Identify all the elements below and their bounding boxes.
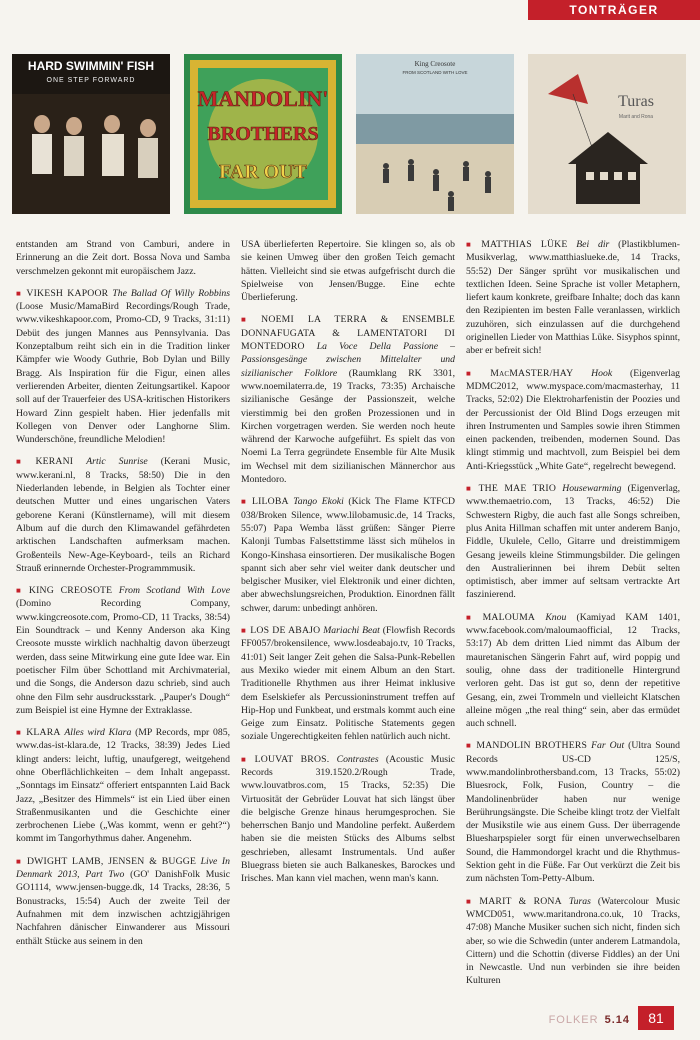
cover-title: Turas [618,93,654,110]
cover-subtitle: FROM SCOTLAND WITH LOVE [402,70,468,75]
review-artist: THE MAE TRIO [478,483,557,495]
review-artist: KLARA [26,727,61,739]
magazine-name: FOLKER [548,1014,599,1026]
bullet-marker-icon: ■ [466,741,473,751]
review-text: (Eigenverlag, www.themaetrio.com, 13 Tracks, 46:52) Die Schwestern Rigby, die auch fast alle Songs schreiben, plus Anita Hillman schaffen mit unter anderem Banjo, Fiddle, Ukulele, Cello, Gitarre und dreistimmigem Gesang jeweils kleine Stimmungsbilder. Die gelingen den Australierinnen bei ihrem Debüt selten optimistisch, aber immer auf seltsam vertrackte Art faszinierend. [466,483,681,601]
review-entry [466,739,680,885]
review-continuation [241,238,455,304]
review-title: Knou [545,611,567,623]
review-text: entstanden am Strand von Camburi, andere in Erinnerung an die Zeit dort. Bossa Nova und Samba verschmelzen gekonnt mit europäischem Jazz. [16,239,230,277]
review-title: From Scotland With Love [118,585,230,597]
cover-subtitle: ONE STEP FORWARD [46,77,136,84]
review-title: Contrastes [336,753,379,765]
review-column-3 [466,238,680,997]
bullet-marker-icon: ■ [241,315,258,325]
review-entry [466,238,680,358]
review-entry [16,726,230,846]
review-text: (Raumklang RK 3301, www.noemilaterra.de, 19 Tracks, 73:35) Archaische sizilianische Gesänge der Passionszeit, welche vierstimmig bei den großen Prozessionen und in Kirchen vorgetragen werden. Sie werden noch heute während der Karwoche aufgeführt. Es spielt das von Noemi La Terra gegründete Ensemble für Alte Musik im Wechsel mit dem sizilianischen Männerchor aus Montedoro. [241,367,455,486]
cover-title-2: BROTHERS [207,123,319,145]
cover-title: HARD SWIMMIN' FISH [27,59,155,73]
review-artist: MacMASTER/HAY [490,367,574,379]
album-cover-king-creosote [356,54,514,214]
page-number: 81 [638,1006,674,1030]
review-title: Mariachi Beat [323,625,380,637]
review-artist: LOUVAT BROS. [254,753,330,765]
bullet-marker-icon: ■ [16,457,32,467]
review-text: (Ultra Sound Records US-CD 125/S, www.mandolinbrothersband.com, 13 Tracks, 55:02) Bluesrock, Folk, Fusion, Country – die Mandolinenbrüder haben nur wenige Berührungsängste. Die Scheibe klingt trotz der Vielfalt der Musikstile wie aus einem Guss. Der überragende Bluesharpspieler sorgt für einen unverwechselbaren Sound, die Hammondorgel kracht und die Rhythmus-Sektion geht in die Füße. Far Out verkürzt die Zeit bis zum nächsten Tom-Petty-Album. [466,740,680,885]
review-title: Bei dir [576,239,610,250]
review-entry [466,482,680,602]
review-artist: MATTHIAS LÜKE [481,239,568,250]
review-text: (Loose Music/MamaBird Recordings/Rough Trade, www.vikeshkapoor.com, Promo-CD, 9 Tracks, 31:11) Debüt des jungen Mannes aus Pennsylvania. Das Konzeptalbum reiht sich ein in die Tradition linker Kämpfer wie Woody Guthrie, Bob Dylan und Billy Bragg. Als Inspiration für die Figur, einen alles verlierenden Arbeiter, dienten Zeitungsartikel. Kapoor soll auf der Trauerfeier des USA-kritischen Historikers Howard Zinn gespielt haben. Hier jedenfalls mit Kollegen von Denver oder Langhorne Slim. Wunderschöne, freundliche Melodien! [16,301,230,446]
review-title: Tango Ekoki [293,496,344,508]
review-entry [241,624,455,744]
bullet-marker-icon: ■ [466,240,478,249]
review-artist: NOEMI LA TERRA & ENSEMBLE DONNAFUGATA & LAMENTATORI DI MONTEDORO [241,314,455,353]
bullet-marker-icon: ■ [466,368,487,378]
bullet-marker-icon: ■ [16,856,23,866]
review-text: (Kamiyad KAM 1401, www.facebook.com/maloumaofficial, 12 Tracks, 53:17) Ab dem dritten Lied nimmt das Album der mauretanischen Sängerin Fahrt auf, wird poppig und soulig, ohne dass der traditionelle Hintergrund verloren geht. Das ist gut so, denn der repetitive Gesang, ein, zwei Trommeln und vielleicht Klatschen alleine mögen „the real thing“ sein, aber das ermüdet auch schnell. [466,611,681,730]
bullet-marker-icon: ■ [466,896,476,906]
album-cover-hard-swimmin-fish [12,54,170,214]
review-entry [466,611,680,731]
review-title: Far Out [591,740,625,752]
review-text: (MP Records, mpr 085, www.das-ist-klara.de, 12 Tracks, 38:39) Jedes Lied klingt anders: leicht, luftig, unaufgeregt, weitgehend ohne Oberflächlichkeiten – dem Inhalt angepasst. „Sonntags im Einsatz“ offeriert entspannten Laid Back Jazz, „Besitzer des Himmels“ ist ein Lied über einen Straßenmusikanten und die Geschichte einer zerbrochenen Liebe („Was kommt, wenn er geht?“) kommt im Tangorhythmus daher. Angenehm. [16,727,231,845]
review-title: La Voce Della Passione – Passionsgesänge zwischen Mittelalter und sizilianischer Folklore [241,341,455,379]
bullet-marker-icon: ■ [16,586,25,596]
review-column-1 [16,238,230,957]
review-entry [16,287,230,447]
review-entry [241,495,455,615]
review-artist: MALOUMA [482,611,536,623]
review-entry [466,367,680,473]
section-header: TONTRÄGER [528,0,700,20]
review-artist: LOS DE ABAJO [250,625,321,637]
review-artist: MARIT & RONA [479,895,562,907]
review-text: (Acoustic Music Records 319.1520.2/Rough Trade, www.louvatbros.com, 15 Tracks, 52:35) Die Virtuosität der Gebrüder Louvat hat sich längst über die belgische Grenze hinaus herumgesprochen. Sie beherrschen Banjo und Mandoline perfekt. Außerdem haben sie die meisten Stücks des Albums selbst geschrieben, allesamt Instrumentals. Und außer Bluegrass bieten sie auch Balkaneskes, Barockes und Irisches. Man kann viel machen, wenn man's kann. [241,753,456,885]
review-title: Housewarming [562,483,622,495]
album-covers-row [12,54,688,216]
review-title: The Ballad Of Willy Robbins [112,287,231,299]
review-artist: KERANI [35,456,74,468]
review-artist: DWIGHT LAMB, JENSEN & BUGGE [26,855,197,867]
footer-brand [549,1014,630,1026]
cover-art [356,54,514,214]
bullet-marker-icon: ■ [241,497,248,507]
bullet-marker-icon: ■ [16,288,23,298]
review-continuation [16,238,230,278]
cover-title: King Creosote [414,60,456,68]
bullet-marker-icon: ■ [241,626,247,636]
review-text: (Watercolour Music WMCD051, www.maritandrona.co.uk, 10 Tracks, 47:08) Manche Musiker suchen sich nicht, finden sich aber, so wie die Schwedin (unter anderem Latmandola, Cittern) und die Schottin (diverse Fiddles) an der Uni in Newcastle. Und nun verbinden sie ihre beiden Kulturen [466,895,680,987]
review-text: (Domino Recording Company, www.kingcreosote.com, Promo-CD, 11 Tracks, 38:54) Ein Soundtrack – und Kenny Anderson aka King Creosote musste wirklich nachhaltig davon überzeugt werden, dass seine Mitwirkung eine gute Idee war. Ein poetischer Film über Schottland mit Archivmaterial, und die Songs, die Anderson dazu schrieb, sind auch ohne den Film sehr ausdrucksstark. „Pauper's Dough“ zum Beispiel ist eine Hymne der Extraklasse. [16,598,230,716]
bullet-marker-icon: ■ [466,612,479,622]
review-artist: MANDOLIN BROTHERS [476,740,588,752]
review-entry [16,455,230,575]
review-title: Alles wird Klara [64,727,132,739]
review-entry [466,895,680,988]
bullet-marker-icon: ■ [241,754,251,764]
review-text: (Kick The Flame KTFCD 038/Broken Silence, www.lilobamusic.de, 14 Tracks, 55:07) Papa Wemba lässt grüßen: Sänger Pierre Kalonji Tumbas Falsettstimme lässt sich mühelos in Kongo-Kinshasa einsortieren. Der musikalische Bogen spannt sich aber sehr viel weiter dank deutscher und belgischer Musiker, viel Elektronik und einer dichten, aber abwechslungsreichen, Produktion. Einordnen fällt schwer, darum: unbedingt anhören. [241,496,455,614]
review-artist: LILOBA [251,496,289,508]
bullet-marker-icon: ■ [466,484,475,494]
cover-art [184,54,342,214]
cover-subtitle: FAR OUT [219,161,307,183]
cover-title: MANDOLIN' [197,86,329,111]
review-column-2 [241,238,455,895]
review-title: Hook [591,367,613,379]
cover-subtitle: Marit and Rona [618,114,654,120]
review-text: USA überlieferten Repertoire. Sie klingen so, als ob sie keinen Umweg über den großen Teich gemacht hätten. Vielleicht sind sie etwas aufgefrischt durch die Spielweise von Jensen/Bugge. Eine echte Überlieferung. [241,239,455,304]
review-entry [16,855,230,948]
review-artist: VIKESH KAPOOR [26,287,109,299]
review-entry [241,313,455,486]
review-text: (Plastikblumen-Musikverlag, www.matthiaslueke.de, 14 Tracks, 55:52) Der Sänger sprüht vor musikalischen und textlichen Ideen. Seine Sprache ist voller Metaphern, liefert kaum konkrete, greifbare Inhalte; doch das kann den Rezipienten im besten Falle veranlassen, wirklich zuzuhören, sich einzulassen auf die durchgehend originellen Lieder von Matthias Lüke. Sisyphos spinnt, aber er befreit sich! [466,239,680,357]
album-cover-marit-rona [528,54,686,214]
bullet-marker-icon: ■ [16,728,23,738]
review-title: Live In Denmark 2013, Part Two [16,855,230,881]
review-title: Turas [568,895,591,907]
review-text: (Flowfish Records FF0057/brokensilence, www.losdeabajo.tv, 10 Tracks, 41:01) Seit langer Zeit gehen die Salsa-Punk-Rebellen aus Mexiko wieder mit einem Album an den Start. Traditionelle Rhythmen aus ihrer Heimat inklusive dem Eselskiefer als Percussioninstrument treffen auf Hip-Hop und Funkbeat, und erstmals kommt auch eine Geige zum Einsatz. Politische Statements gegen soziale Ungerechtigkeiten fehlen natürlich auch nicht. [241,625,456,743]
review-text: (Eigenverlag MDMC2012, www.myspace.com/macmasterhay, 11 Tracks, 52:02) Die Elektroharfenistin der Poozies und der Percussionist der Old Blind Dogs erzeugen mit ihren Instrumenten und Samples sowie ihren Stimmen einen packenden, treibenden, modernen Sound. Das klingt stimmig und machtvoll, zum Beispiel bei dem Anti-Kriegsstück „White Gate“, regelrecht bewegend. [466,367,680,472]
cover-art [528,54,686,214]
issue-number: 5.14 [604,1014,630,1026]
review-text: (Kerani Music, www.kerani.nl, 8 Tracks, 58:50) Die in den Niederlanden lebende, in Belgien als Tochter einer deutschen Mutter und eines ungarischen Vaters geborene Kerani (Künstlername), will mit diesem Album auf die durch den Klimawandel gefährdeten arktischen Landschaften aufmerksam machen. Großenteils New-Age-Keyboard-, teils an Richard Strauß erinnernde Orchester-Programmmusik. [16,456,231,574]
review-title: Artic Sunrise [86,456,148,468]
album-cover-mandolin-brothers [184,54,342,214]
review-entry [241,753,455,886]
review-text: (GO' DanishFolk Music GO1114, www.jensen-bugge.dk, 14 Tracks, 28:36, 5 Bonustracks, 15:54) Auch der zweite Teil der Aufnahmen mit dem inzwischen achtzigjährigen Nachfahren dänischer Einwanderer aus Missouri enthält Stücke aus seinem in den [16,869,231,947]
review-entry [16,584,230,717]
cover-art [12,54,170,214]
review-artist: KING CREOSOTE [28,585,113,597]
